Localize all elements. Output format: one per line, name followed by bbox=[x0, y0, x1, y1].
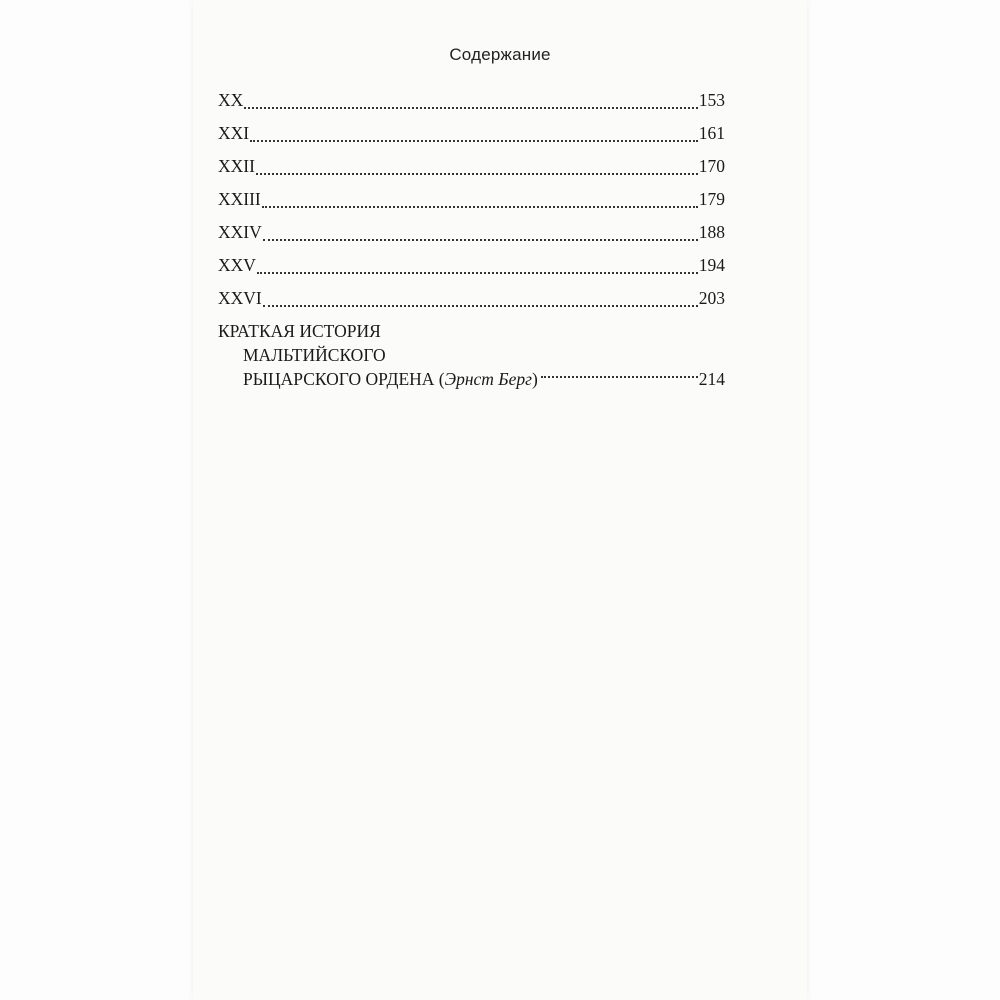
toc-entry-xxii[interactable] bbox=[218, 154, 725, 187]
toc-entry-label: XXIV bbox=[218, 222, 262, 242]
dot-leader bbox=[257, 272, 698, 274]
toc-entry-label: XX bbox=[218, 90, 244, 110]
author-close-paren: ) bbox=[531, 369, 538, 389]
toc-entry-label: XXII bbox=[218, 156, 255, 176]
toc-entry-author: Эрнст Берг bbox=[444, 369, 532, 389]
toc-entry-title-line: РЫЦАРСКОГО ОРДЕНА bbox=[243, 369, 435, 389]
table-of-contents bbox=[218, 88, 725, 391]
toc-entry-label: XXVI bbox=[218, 288, 262, 308]
toc-entry-label: XXI bbox=[218, 123, 250, 143]
toc-entry-page: 170 bbox=[698, 156, 725, 176]
toc-entry-page: 188 bbox=[698, 222, 725, 242]
toc-entry-page: 203 bbox=[698, 288, 725, 308]
dot-leader bbox=[262, 206, 698, 208]
toc-entry-last-line bbox=[218, 367, 725, 391]
toc-entry-xxiii[interactable] bbox=[218, 187, 725, 220]
toc-entry-xxi[interactable] bbox=[218, 121, 725, 154]
toc-entry-xx[interactable] bbox=[218, 88, 725, 121]
toc-entry-xxvi[interactable] bbox=[218, 286, 725, 319]
toc-entry-page: 194 bbox=[698, 255, 725, 275]
toc-entry-page: 161 bbox=[698, 123, 725, 143]
toc-entry-page: 214 bbox=[698, 369, 725, 389]
dot-leader bbox=[256, 173, 698, 175]
author-open-paren: ( bbox=[438, 369, 445, 389]
toc-entry-xxiv[interactable] bbox=[218, 220, 725, 253]
dot-leader bbox=[263, 239, 698, 241]
toc-entry-xxv[interactable] bbox=[218, 253, 725, 286]
toc-entry-page: 153 bbox=[698, 90, 725, 110]
toc-entry-label: XXV bbox=[218, 255, 256, 275]
toc-entry-page: 179 bbox=[698, 189, 725, 209]
dot-leader bbox=[263, 305, 698, 307]
dot-leader bbox=[541, 376, 698, 378]
toc-entry-label: XXIII bbox=[218, 189, 261, 209]
dot-leader bbox=[250, 140, 698, 142]
dot-leader bbox=[244, 107, 697, 109]
toc-entry-history[interactable] bbox=[218, 319, 725, 391]
toc-entry-title-line: МАЛЬТИЙСКОГО bbox=[243, 345, 386, 365]
toc-entry-title-line: КРАТКАЯ ИСТОРИЯ bbox=[218, 321, 381, 341]
page-title: Содержание bbox=[449, 45, 551, 64]
